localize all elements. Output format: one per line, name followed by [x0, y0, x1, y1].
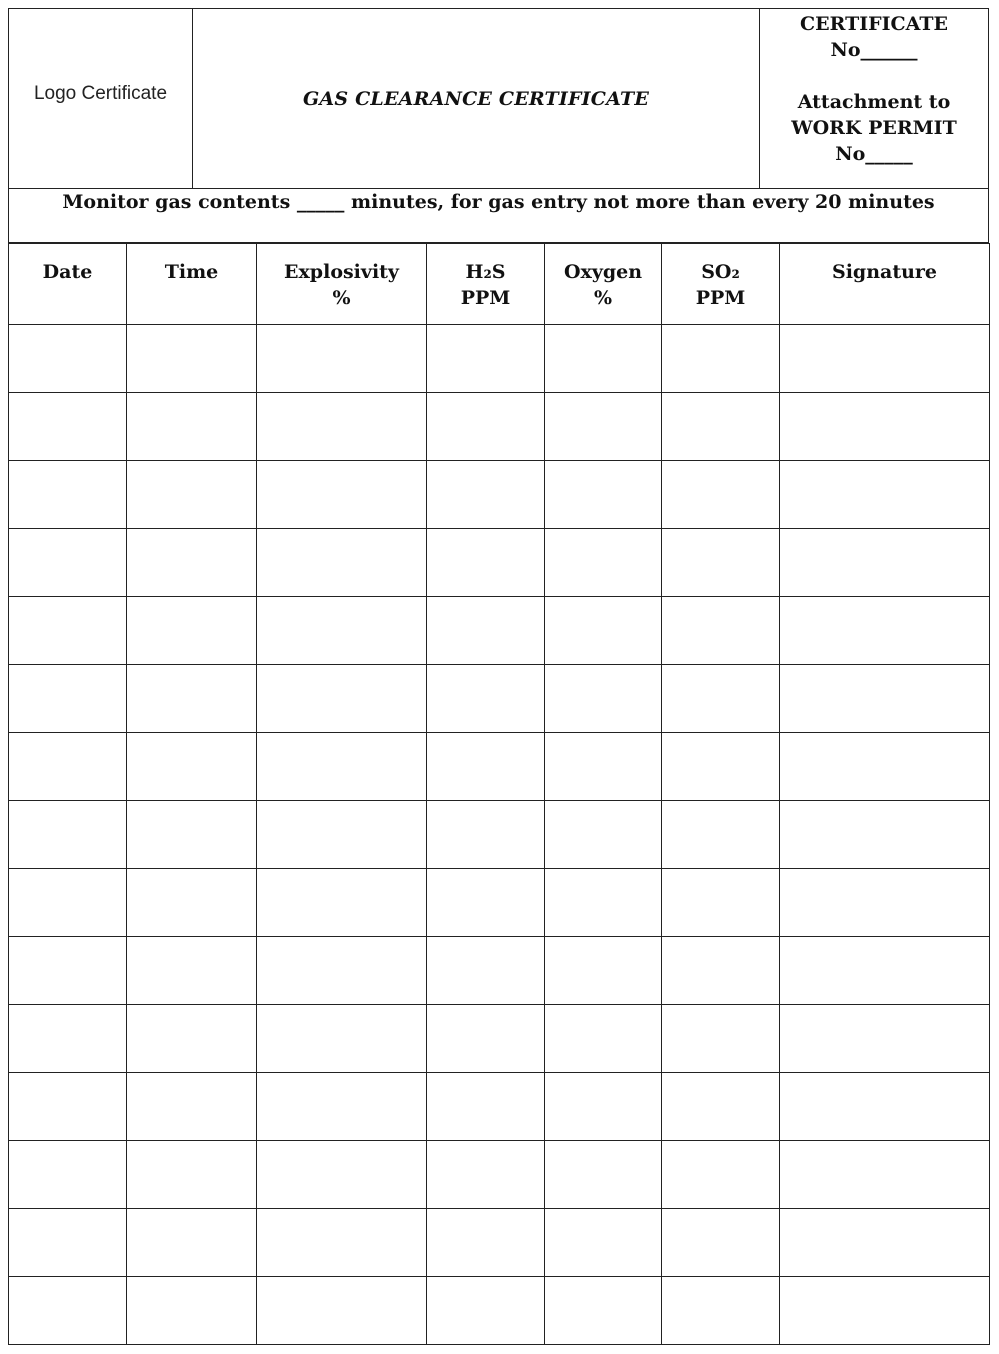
signature-cell[interactable]: [780, 869, 990, 937]
time-cell[interactable]: [127, 869, 257, 937]
time-cell[interactable]: [127, 1209, 257, 1277]
monitor-instruction: Monitor gas contents _____ minutes, for gas entry not more than every 20 minutes: [8, 189, 989, 243]
so2-cell[interactable]: [662, 325, 780, 393]
so2-cell[interactable]: [662, 665, 780, 733]
time-cell[interactable]: [127, 597, 257, 665]
table-body: [9, 325, 990, 1345]
table-row: [9, 1277, 990, 1345]
so2-cell[interactable]: [662, 597, 780, 665]
time-cell[interactable]: [127, 1141, 257, 1209]
h2s-cell[interactable]: [427, 1141, 545, 1209]
table-row: [9, 461, 990, 529]
explosivity-cell[interactable]: [257, 733, 427, 801]
oxygen-cell[interactable]: [545, 461, 662, 529]
explosivity-cell[interactable]: [257, 937, 427, 1005]
time-cell[interactable]: [127, 1073, 257, 1141]
table-row: [9, 393, 990, 461]
column-header-time: Time: [127, 244, 257, 325]
h2s-cell[interactable]: [427, 801, 545, 869]
h2s-cell[interactable]: [427, 461, 545, 529]
column-header-explosivity: Explosivity %: [257, 244, 427, 325]
oxygen-cell[interactable]: [545, 325, 662, 393]
h2s-cell[interactable]: [427, 529, 545, 597]
oxygen-cell[interactable]: [545, 937, 662, 1005]
oxygen-cell[interactable]: [545, 869, 662, 937]
date-cell[interactable]: [9, 733, 127, 801]
oxygen-cell[interactable]: [545, 1209, 662, 1277]
table-row: [9, 1005, 990, 1073]
table-row: [9, 869, 990, 937]
table-row: [9, 529, 990, 597]
oxygen-cell[interactable]: [545, 1073, 662, 1141]
explosivity-cell[interactable]: [257, 665, 427, 733]
explosivity-cell[interactable]: [257, 461, 427, 529]
explosivity-cell[interactable]: [257, 1073, 427, 1141]
column-header-signature: Signature: [780, 244, 990, 325]
oxygen-cell[interactable]: [545, 1141, 662, 1209]
signature-cell[interactable]: [780, 529, 990, 597]
table-row: [9, 1141, 990, 1209]
date-cell[interactable]: [9, 325, 127, 393]
oxygen-cell[interactable]: [545, 733, 662, 801]
time-cell[interactable]: [127, 1005, 257, 1073]
h2s-cell[interactable]: [427, 597, 545, 665]
date-cell[interactable]: [9, 1277, 127, 1345]
explosivity-cell[interactable]: [257, 529, 427, 597]
signature-cell[interactable]: [780, 325, 990, 393]
h2s-cell[interactable]: [427, 1005, 545, 1073]
oxygen-cell[interactable]: [545, 529, 662, 597]
column-header-so2: SO₂ PPM: [662, 244, 780, 325]
work-permit-number-field[interactable]: No_____: [835, 143, 913, 165]
time-cell[interactable]: [127, 1277, 257, 1345]
table-row: [9, 733, 990, 801]
so2-cell[interactable]: [662, 801, 780, 869]
date-cell[interactable]: [9, 1073, 127, 1141]
signature-cell[interactable]: [780, 665, 990, 733]
table-row: [9, 597, 990, 665]
h2s-cell[interactable]: [427, 325, 545, 393]
gas-readings-table: [8, 243, 990, 1345]
so2-cell[interactable]: [662, 1073, 780, 1141]
form-title: GAS CLEARANCE CERTIFICATE: [193, 9, 760, 188]
so2-cell[interactable]: [662, 461, 780, 529]
time-cell[interactable]: [127, 461, 257, 529]
signature-cell[interactable]: [780, 1277, 990, 1345]
signature-cell[interactable]: [780, 937, 990, 1005]
so2-cell[interactable]: [662, 1141, 780, 1209]
h2s-cell[interactable]: [427, 733, 545, 801]
h2s-cell[interactable]: [427, 869, 545, 937]
so2-cell[interactable]: [662, 937, 780, 1005]
signature-cell[interactable]: [780, 801, 990, 869]
oxygen-cell[interactable]: [545, 1277, 662, 1345]
time-cell[interactable]: [127, 733, 257, 801]
table-row: [9, 665, 990, 733]
certificate-form: [8, 8, 989, 1345]
time-cell[interactable]: [127, 393, 257, 461]
signature-cell[interactable]: [780, 1005, 990, 1073]
signature-cell[interactable]: [780, 461, 990, 529]
date-cell[interactable]: [9, 1141, 127, 1209]
date-cell[interactable]: [9, 529, 127, 597]
table-row: [9, 801, 990, 869]
so2-cell[interactable]: [662, 529, 780, 597]
date-cell[interactable]: [9, 597, 127, 665]
attachment-label: Attachment to: [797, 91, 951, 113]
date-cell[interactable]: [9, 869, 127, 937]
signature-cell[interactable]: [780, 1209, 990, 1277]
h2s-cell[interactable]: [427, 1277, 545, 1345]
header-row: [8, 8, 989, 189]
time-cell[interactable]: [127, 937, 257, 1005]
logo-placeholder: Logo Certificate: [9, 9, 193, 188]
oxygen-cell[interactable]: [545, 801, 662, 869]
oxygen-cell[interactable]: [545, 393, 662, 461]
oxygen-cell[interactable]: [545, 597, 662, 665]
explosivity-cell[interactable]: [257, 393, 427, 461]
explosivity-cell[interactable]: [257, 325, 427, 393]
date-cell[interactable]: [9, 1005, 127, 1073]
explosivity-cell[interactable]: [257, 597, 427, 665]
table-header-row: [9, 244, 990, 325]
certificate-info: [760, 9, 988, 188]
signature-cell[interactable]: [780, 1073, 990, 1141]
time-cell[interactable]: [127, 325, 257, 393]
explosivity-cell[interactable]: [257, 1209, 427, 1277]
so2-cell[interactable]: [662, 869, 780, 937]
table-row: [9, 1209, 990, 1277]
h2s-cell[interactable]: [427, 665, 545, 733]
signature-cell[interactable]: [780, 597, 990, 665]
table-row: [9, 1073, 990, 1141]
signature-cell[interactable]: [780, 1141, 990, 1209]
date-cell[interactable]: [9, 1209, 127, 1277]
oxygen-cell[interactable]: [545, 665, 662, 733]
date-cell[interactable]: [9, 393, 127, 461]
explosivity-cell[interactable]: [257, 1005, 427, 1073]
date-cell[interactable]: [9, 461, 127, 529]
so2-cell[interactable]: [662, 1209, 780, 1277]
h2s-cell[interactable]: [427, 1209, 545, 1277]
time-cell[interactable]: [127, 801, 257, 869]
date-cell[interactable]: [9, 937, 127, 1005]
certificate-number-field[interactable]: No______: [830, 39, 918, 61]
explosivity-cell[interactable]: [257, 1141, 427, 1209]
column-header-date: Date: [9, 244, 127, 325]
column-header-h2s: H₂S PPM: [427, 244, 545, 325]
so2-cell[interactable]: [662, 733, 780, 801]
explosivity-cell[interactable]: [257, 1277, 427, 1345]
explosivity-cell[interactable]: [257, 869, 427, 937]
date-cell[interactable]: [9, 801, 127, 869]
so2-cell[interactable]: [662, 1005, 780, 1073]
so2-cell[interactable]: [662, 393, 780, 461]
signature-cell[interactable]: [780, 393, 990, 461]
signature-cell[interactable]: [780, 733, 990, 801]
h2s-cell[interactable]: [427, 937, 545, 1005]
work-permit-label: WORK PERMIT: [791, 117, 957, 139]
h2s-cell[interactable]: [427, 393, 545, 461]
so2-cell[interactable]: [662, 1277, 780, 1345]
oxygen-cell[interactable]: [545, 1005, 662, 1073]
certificate-label: CERTIFICATE: [800, 13, 948, 35]
table-row: [9, 937, 990, 1005]
h2s-cell[interactable]: [427, 1073, 545, 1141]
column-header-oxygen: Oxygen %: [545, 244, 662, 325]
table-row: [9, 325, 990, 393]
date-cell[interactable]: [9, 665, 127, 733]
explosivity-cell[interactable]: [257, 801, 427, 869]
time-cell[interactable]: [127, 665, 257, 733]
time-cell[interactable]: [127, 529, 257, 597]
